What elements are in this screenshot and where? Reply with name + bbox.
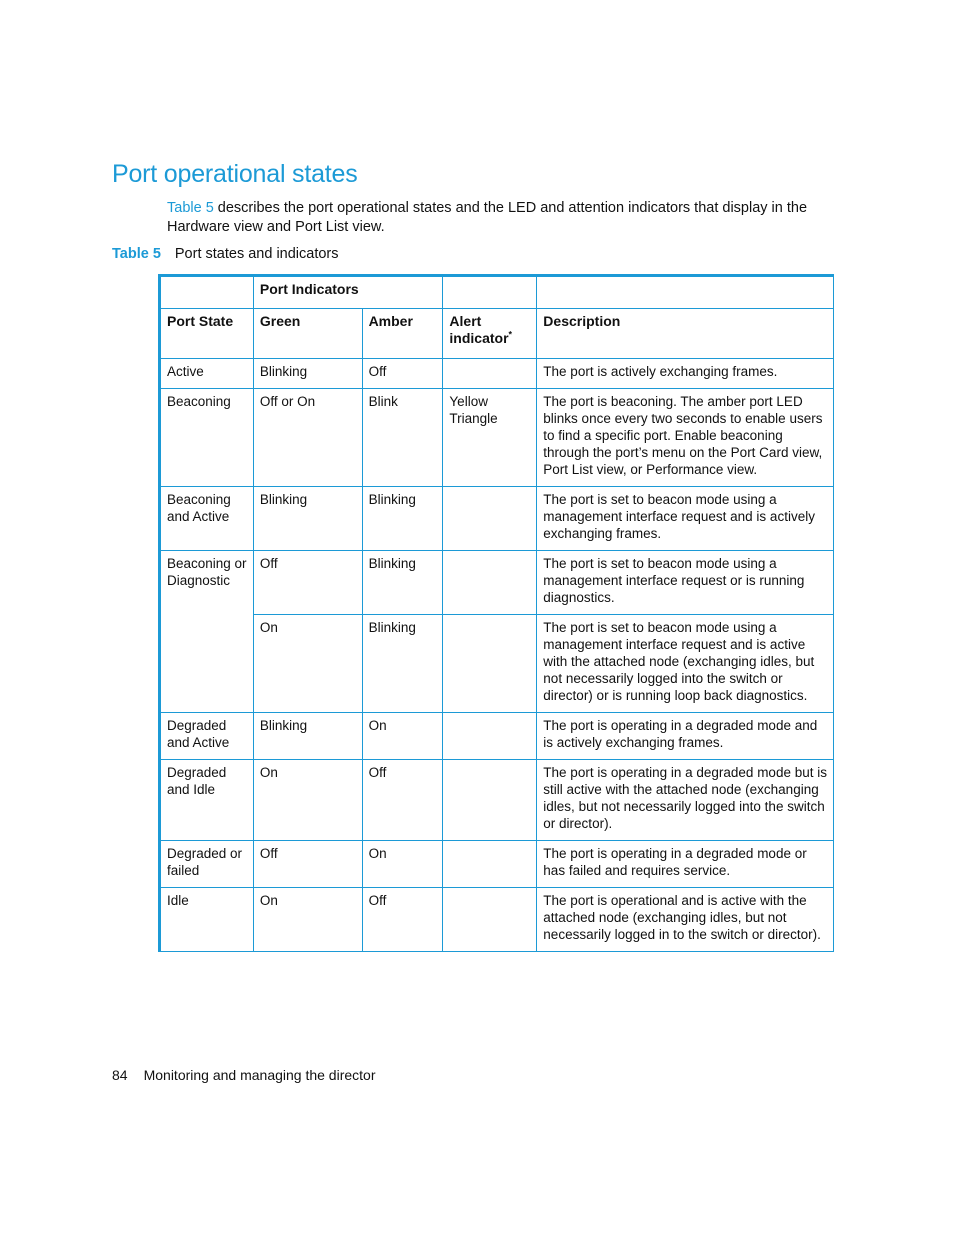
header-green: Green	[253, 309, 362, 359]
cell-alert	[443, 888, 537, 952]
table-row	[160, 551, 834, 615]
cell-alert	[443, 615, 537, 713]
cell-port-state: Beaconing or Diagnostic	[160, 551, 254, 713]
cell-green: On	[253, 615, 362, 713]
table-row	[160, 713, 834, 760]
cell-amber: Off	[362, 760, 443, 841]
table-row	[160, 841, 834, 888]
cell-green: Blinking	[253, 359, 362, 389]
cell-description: The port is set to beacon mode using a management interface request and is active with the attached node (exchanging idles, but not necessarily logged into the switch or director) or is running loop back diagnostics.	[537, 615, 834, 713]
table-row	[160, 760, 834, 841]
cell-description: The port is operating in a degraded mode and is actively exchanging frames.	[537, 713, 834, 760]
cell-amber: Blinking	[362, 551, 443, 615]
table-row	[160, 359, 834, 389]
cell-port-state: Degraded and Idle	[160, 760, 254, 841]
group-header-empty	[537, 276, 834, 309]
cell-alert	[443, 359, 537, 389]
cell-description: The port is operating in a degraded mode but is still active with the attached node (exchanging idles, but not necessarily logged into the switch or director).	[537, 760, 834, 841]
table-row	[160, 389, 834, 487]
cell-description: The port is actively exchanging frames.	[537, 359, 834, 389]
footer-section-title: Monitoring and managing the director	[143, 1067, 376, 1083]
header-alert-text: Alert indicator	[449, 313, 509, 346]
port-states-table	[158, 274, 834, 952]
table-row	[160, 888, 834, 952]
header-alert-indicator	[443, 309, 537, 359]
cell-green: Off	[253, 551, 362, 615]
table-row	[160, 615, 834, 713]
cell-amber: Blinking	[362, 487, 443, 551]
page-title: Port operational states	[112, 160, 358, 188]
header-amber: Amber	[362, 309, 443, 359]
cell-amber: Off	[362, 888, 443, 952]
group-header-empty	[160, 276, 254, 309]
cell-description: The port is operational and is active with the attached node (exchanging idles, but not necessarily logged in to the switch or director).	[537, 888, 834, 952]
cell-amber: Blinking	[362, 615, 443, 713]
cell-description: The port is set to beacon mode using a management interface request or is running diagnostics.	[537, 551, 834, 615]
cell-green: Off or On	[253, 389, 362, 487]
cell-green: Blinking	[253, 713, 362, 760]
cell-port-state: Degraded and Active	[160, 713, 254, 760]
cell-port-state: Active	[160, 359, 254, 389]
cell-port-state: Idle	[160, 888, 254, 952]
cell-description: The port is operating in a degraded mode or has failed and requires service.	[537, 841, 834, 888]
table-caption	[112, 246, 339, 262]
cell-port-state: Beaconing and Active	[160, 487, 254, 551]
cell-alert	[443, 551, 537, 615]
group-header-empty	[443, 276, 537, 309]
page-footer	[112, 1067, 376, 1083]
intro-text: describes the port operational states and the LED and attention indicators that display in the Hardware view and Port List view.	[167, 200, 808, 235]
cell-alert	[443, 487, 537, 551]
cell-amber: Blink	[362, 389, 443, 487]
table-header-row	[160, 309, 834, 359]
intro-paragraph	[167, 199, 837, 237]
table-group-header-row	[160, 276, 834, 309]
cell-green: Off	[253, 841, 362, 888]
cell-amber: On	[362, 841, 443, 888]
cell-amber: Off	[362, 359, 443, 389]
page-number: 84	[112, 1067, 128, 1083]
table-row	[160, 487, 834, 551]
cell-green: Blinking	[253, 487, 362, 551]
cell-amber: On	[362, 713, 443, 760]
cell-green: On	[253, 888, 362, 952]
cell-description: The port is set to beacon mode using a management interface request and is actively exchanging frames.	[537, 487, 834, 551]
cell-alert: Yellow Triangle	[443, 389, 537, 487]
header-port-state: Port State	[160, 309, 254, 359]
cell-description: The port is beaconing. The amber port LED blinks once every two seconds to enable users to find a specific port. Enable beaconing through the port’s menu on the Port Card view, Port List view, or Performance view.	[537, 389, 834, 487]
table-reference-link[interactable]: Table 5	[167, 200, 214, 216]
cell-green: On	[253, 760, 362, 841]
group-header-port-indicators: Port Indicators	[253, 276, 443, 309]
table-caption-label: Table 5	[112, 246, 161, 262]
footnote-mark: *	[508, 329, 513, 340]
cell-port-state: Degraded or failed	[160, 841, 254, 888]
cell-alert	[443, 713, 537, 760]
table-caption-title: Port states and indicators	[174, 246, 339, 262]
cell-alert	[443, 841, 537, 888]
cell-port-state: Beaconing	[160, 389, 254, 487]
header-description: Description	[537, 309, 834, 359]
cell-alert	[443, 760, 537, 841]
